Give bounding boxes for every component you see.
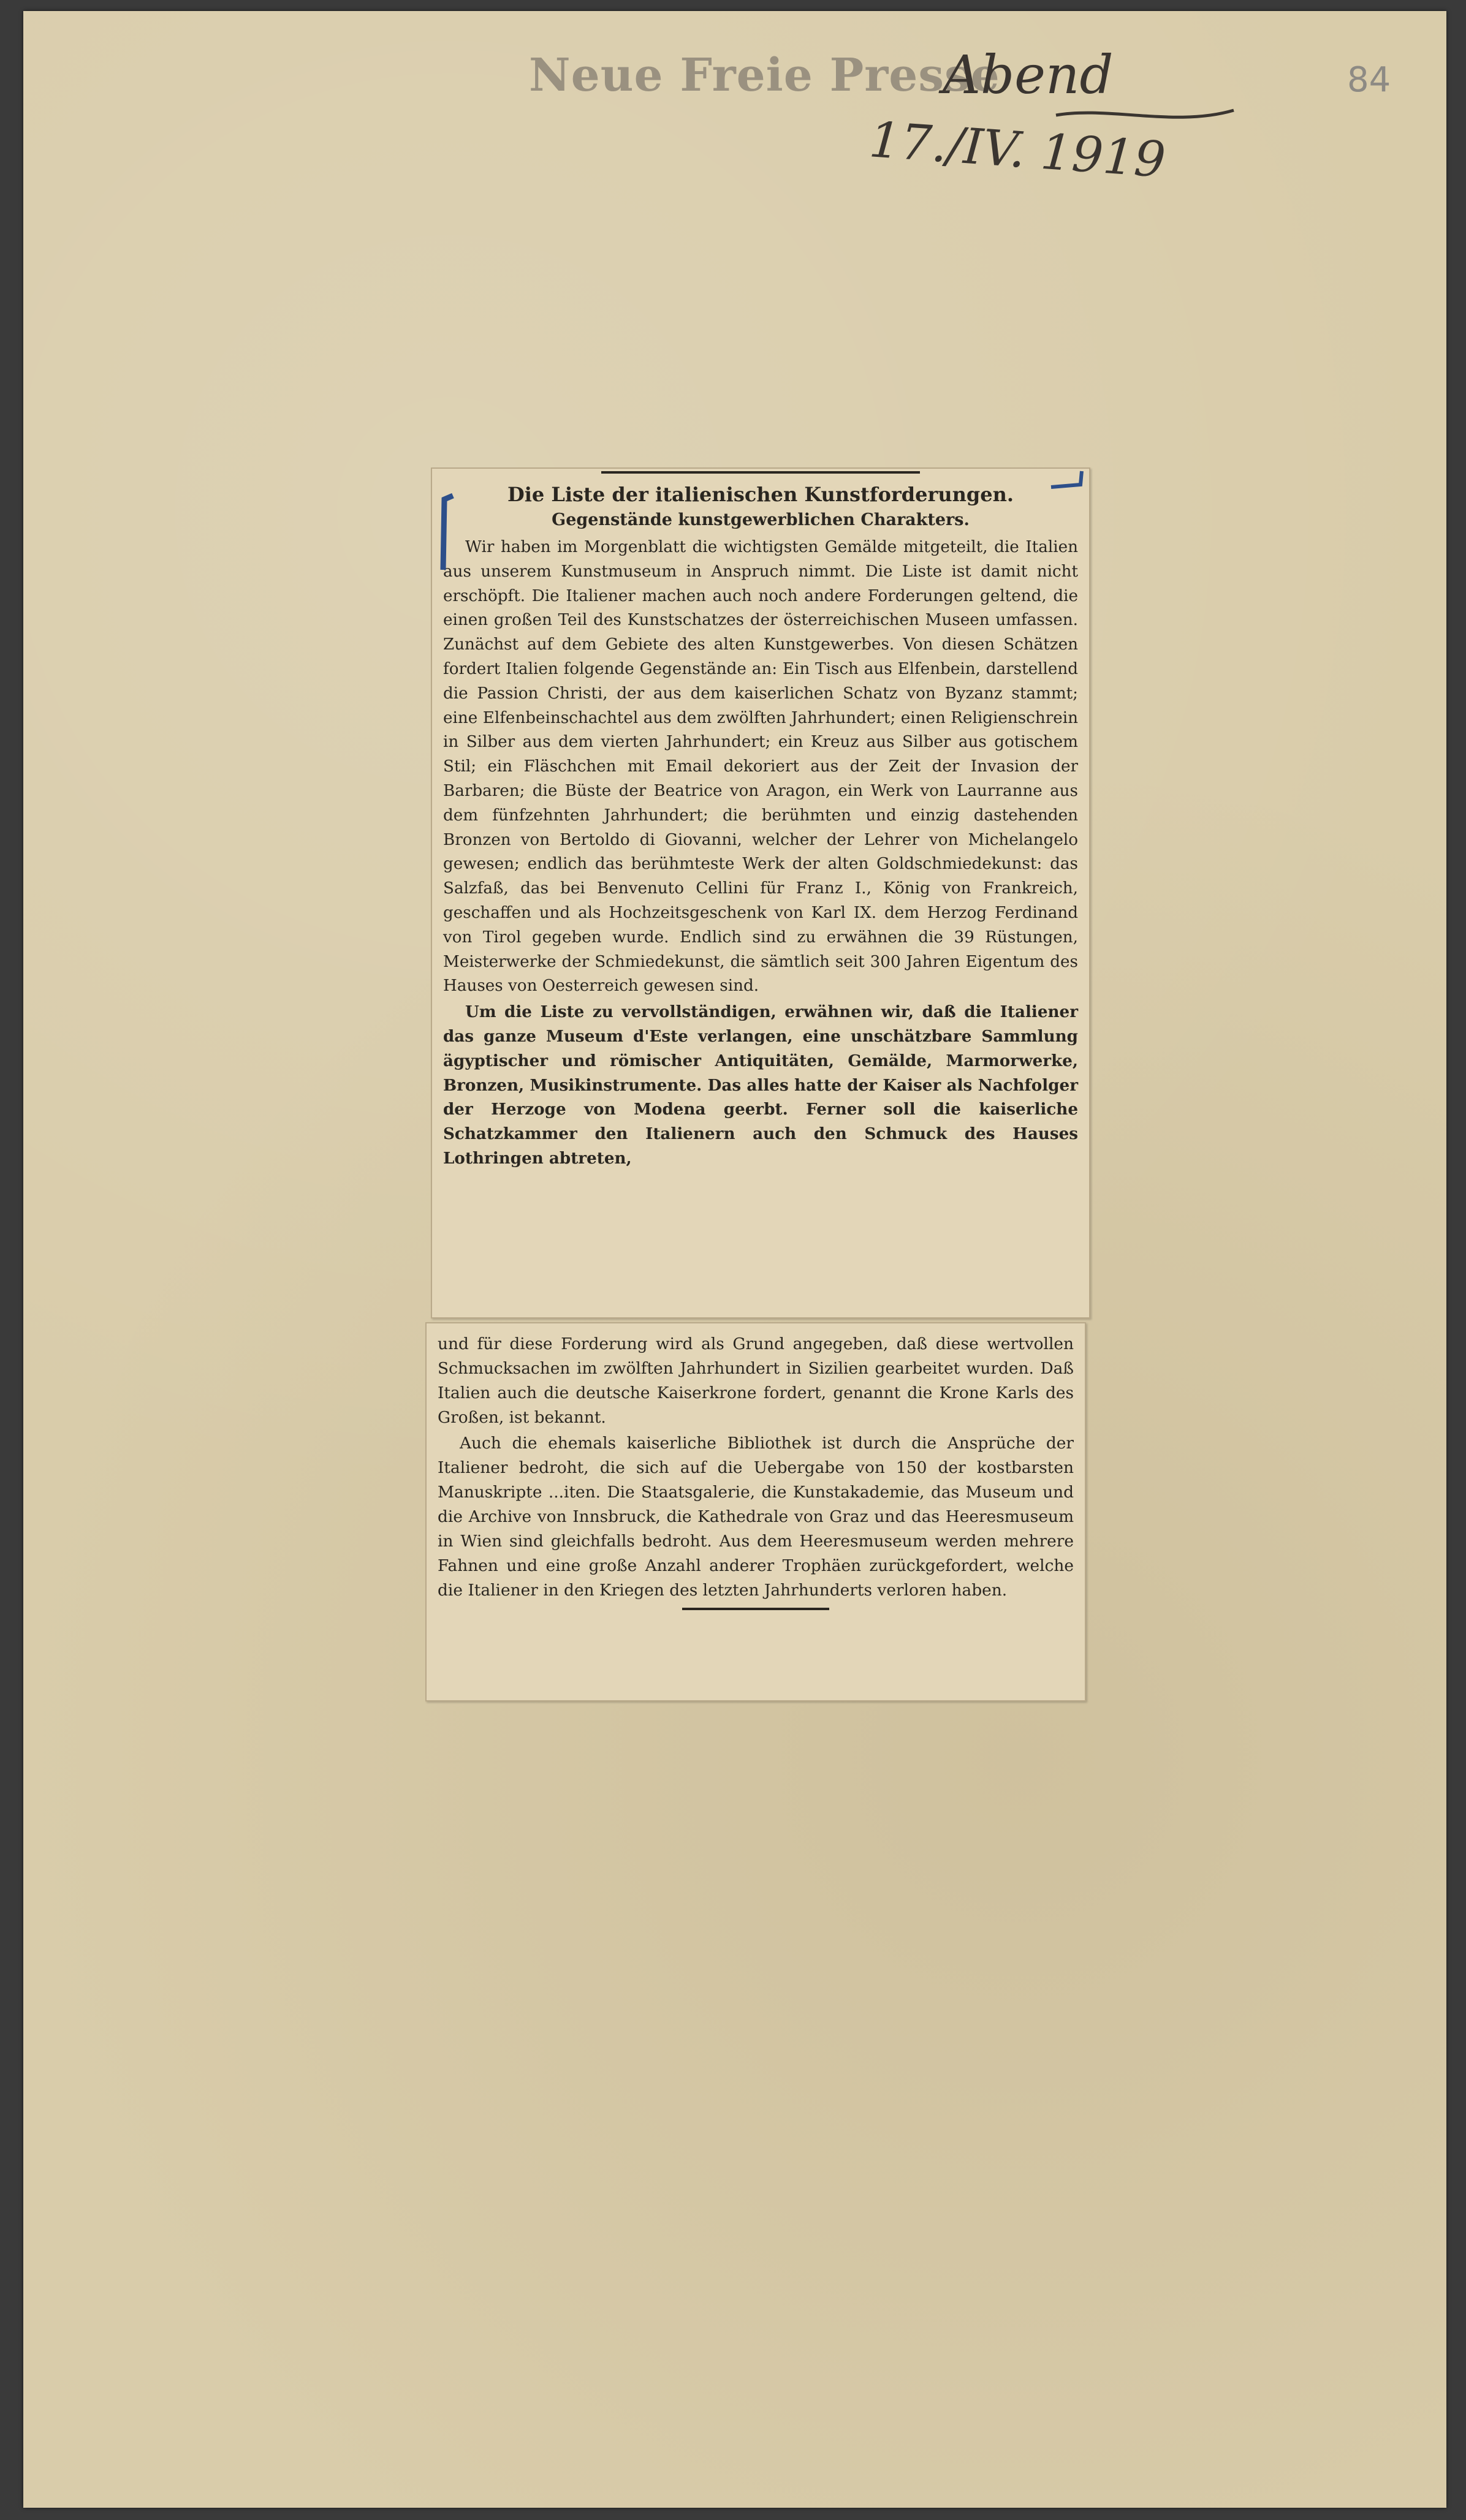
end-rule [682,1608,829,1610]
article-subheadline: Gegenstände kunstgewerblichen Charakters. [552,510,970,529]
continuation-paragraph: und für diese Forderung wird als Grund angegeben, daß diese wertvollen Schmucksachen im zwölften Jahrhundert in Sizilien gearbeitet wurden. Daß Italien auch die deutsche Kaiserkrone fordert, genannt die Krone Karls des Großen, ist bekannt. [438,1334,1074,1427]
newspaper-stamp: Neue Freie Presse [529,49,1000,102]
article-headline: Die Liste der italienischen Kunstforderungen. [507,483,1014,506]
top-rule [601,471,920,474]
article-paragraph: Wir haben im Morgenblatt die wichtigsten Gemälde mitgeteilt, die Italien aus unserem Kunstmuseum in Anspruch nimmt. Die Liste ist damit nicht erschöpft. Die Italiener machen auch noch andere Forderungen geltend, die einen großen Teil des Kunstschatzes der österreichischen Museen umfassen. Zunächst auf dem Gebiete des alten Kunstgewerbes. Von diesen Schätzen fordert Italien folgende Gegenstände an: Ein Tisch aus Elfenbein, darstellend die Passion Christi, der aus dem kaiserlichen Schatz von Byzanz stammt; eine Elfenbeinschachtel aus dem zwölften Jahrhundert; einen Religienschrein in Silber aus dem vierten Jahrhundert; ein Kreuz aus Silber aus gotischem Stil; ein Fläschchen mit Email dekoriert aus der Zeit der Invasion der Barbaren; die Büste der Beatrice von Aragon, ein Werk von Laurranne aus dem fünfzehnten Jahrhundert; die berühmten und einzig dastehenden Bronzen von Bertoldo di Giovanni, welcher der Lehrer von Michelangelo gewesen; endlich das berühmteste Werk der alten Goldschmiedekunst: das Salzfaß, das bei Benvenuto Cellini für Franz I., König von Frankreich, geschaffen und als Hochzeitsgeschenk von Karl IX. dem Herzog Ferdinand von Tirol gegeben wurde. Endlich sind zu erwähnen die 39 Rüstungen, Meisterwerke der Schmiedekunst, die sämtlich seit 300 Jahren Eigentum des Hauses von Oesterreich gewesen sind. [443,538,1078,996]
article-paragraph: Um die Liste zu vervollständigen, erwähnen wir, daß die Italiener das ganze Museum d'Este verlangen, eine unschätzbare Sammlung ägyptischer und römischer Antiquitäten, Gemälde, Marmorwerke, Bronzen, Musikinstrumente. Das alles hatte der Kaiser als Nachfolger der Herzoge von Modena geerbt. Ferner soll die kaiserliche Schatzkammer den Italienern auch den Schmuck des Hauses Lothringen abtreten, [443,1002,1078,1168]
handwritten-date: 17./IV. 1919 [867,111,1168,189]
blue-pencil-mark-icon [439,493,458,573]
folio-number: 84 [1347,60,1391,100]
handwritten-edition: Abend [943,45,1114,106]
clipping-continuation [425,1322,1086,1701]
archive-sheet [23,11,1446,2508]
continuation-paragraph: Auch die ehemals kaiserliche Bibliothek ist durch die Ansprüche der Italiener bedroht, die sich auf die Uebergabe von 150 der kostbarsten Manuskripte ...iten. Die Staatsgalerie, die Kunstakademie, das Museum und die Archive von Innsbruck, die Kathedrale von Graz und das Heeresmuseum in Wien sind gleichfalls bedroht. Aus dem Heeresmuseum werden mehrere Fahnen und eine große Anzahl anderer Trophäen zurückgefordert, welche die Italiener in den Kriegen des letzten Jahrhunderts verloren haben. [438,1434,1074,1600]
handwritten-underline-icon [1053,103,1237,125]
clipping-main [431,467,1090,1319]
blue-pencil-corner-icon [1049,469,1085,493]
